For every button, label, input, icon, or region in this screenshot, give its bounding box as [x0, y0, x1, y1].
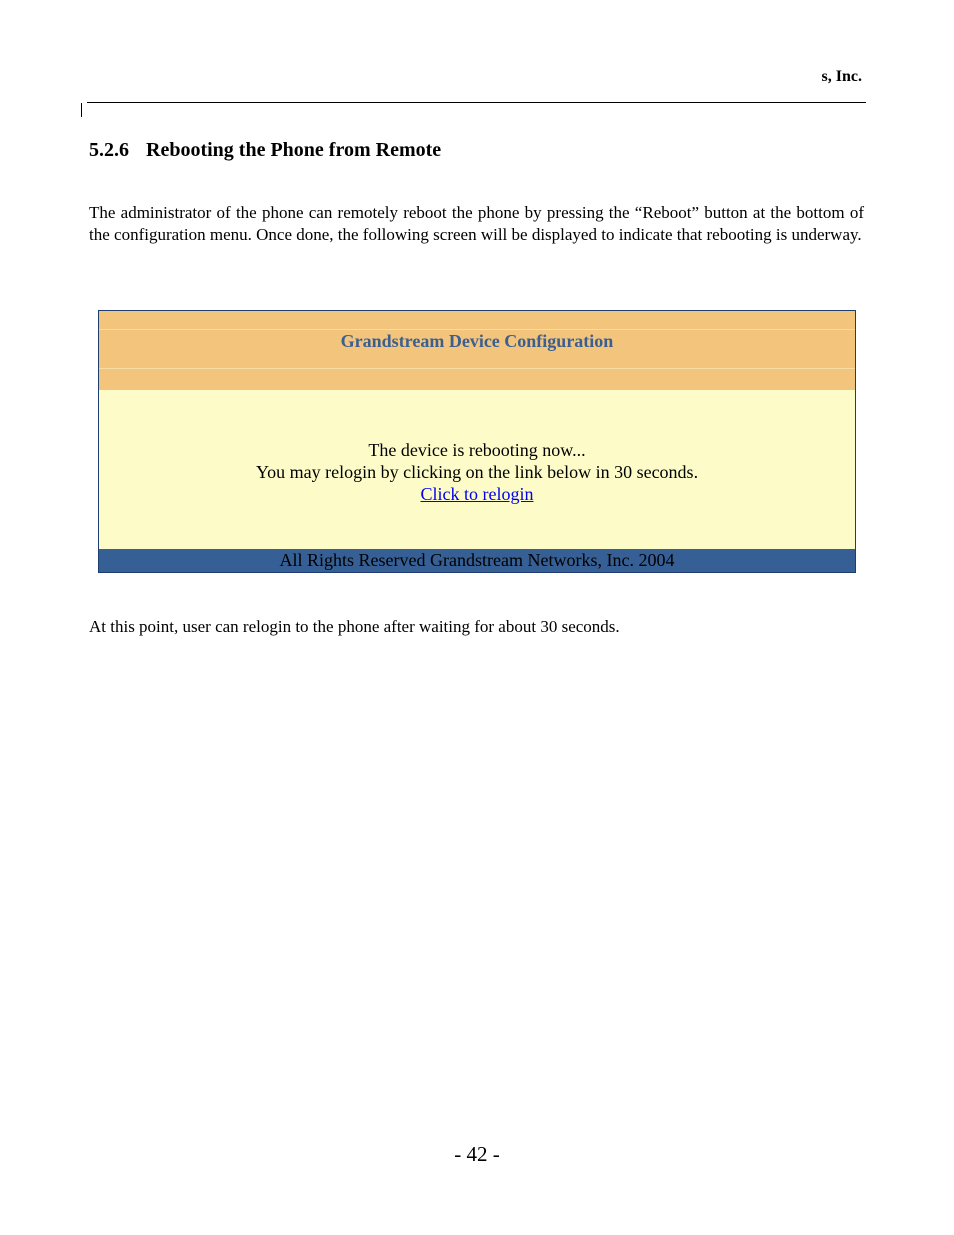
section-heading [89, 139, 441, 162]
reboot-message [99, 439, 855, 505]
closing-paragraph: At this point, user can relogin to the phone after waiting for about 30 seconds. [89, 617, 620, 636]
panel-header-divider [99, 329, 855, 330]
section-number: 5.2.6 [89, 139, 129, 161]
header-tick-mark [81, 103, 82, 117]
page-number: - 42 - [454, 1142, 500, 1166]
panel-title: Grandstream Device Configuration [340, 331, 614, 351]
panel-header-divider [99, 368, 855, 369]
intro-paragraph: The administrator of the phone can remotely reboot the phone by pressing the “Reboot” button at the bottom of the configuration menu. Once done, the following screen will be displayed to indicate that rebooting is underway. [89, 203, 864, 244]
panel-header-band [99, 311, 855, 390]
relogin-link[interactable]: Click to relogin [420, 484, 534, 504]
panel-footer: All Rights Reserved Grandstream Networks, Inc. 2004 [99, 549, 855, 572]
relogin-instructions: You may relogin by clicking on the link below in 30 seconds. [255, 462, 699, 482]
reboot-status-text: The device is rebooting now... [368, 440, 586, 460]
header-rule [87, 102, 866, 103]
section-title: Rebooting the Phone from Remote [146, 139, 442, 161]
reboot-screen-panel [98, 310, 856, 573]
header-company-name: s, Inc. [821, 68, 862, 85]
